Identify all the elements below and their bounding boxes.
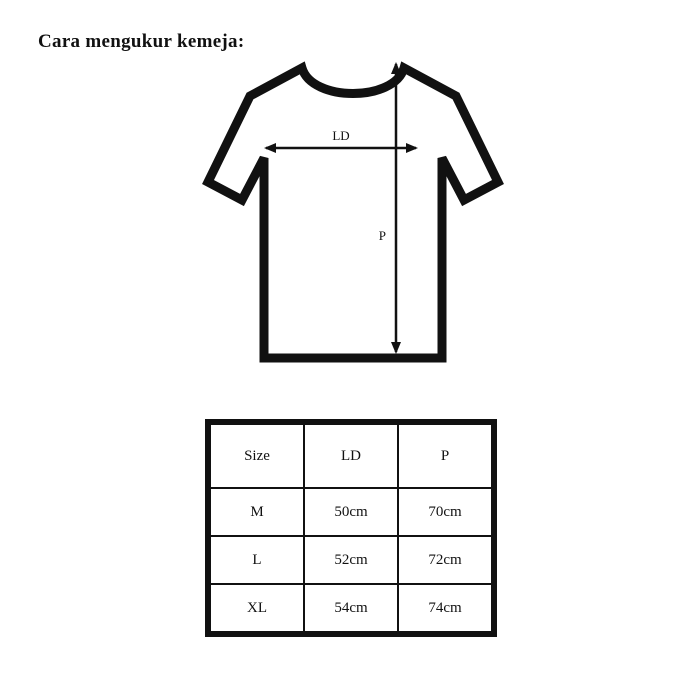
table-row [210,536,492,584]
shirt-outline-path [208,68,498,358]
table-header-size: Size [210,424,304,488]
shirt-outline-svg [180,30,540,390]
chest-arrow-left-icon [264,143,276,153]
chest-arrow-right-icon [406,143,418,153]
table-row [210,488,492,536]
page-title: Cara mengukur kemeja: [38,31,245,52]
cell-size: L [210,536,304,584]
cell-ld: 54cm [304,584,398,632]
chest-label: LD [332,128,350,143]
cell-p: 72cm [398,536,492,584]
table-header-row [210,424,492,488]
cell-p: 70cm [398,488,492,536]
table-row [210,584,492,632]
cell-size: M [210,488,304,536]
cell-p: 74cm [398,584,492,632]
length-label: P [378,228,386,243]
size-chart [209,423,493,633]
length-arrow-bottom-icon [391,342,401,354]
shirt-measurement-diagram [180,30,540,390]
cell-size: XL [210,584,304,632]
size-table [209,423,493,633]
cell-ld: 52cm [304,536,398,584]
cell-ld: 50cm [304,488,398,536]
table-header-p: P [398,424,492,488]
table-header-ld: LD [304,424,398,488]
